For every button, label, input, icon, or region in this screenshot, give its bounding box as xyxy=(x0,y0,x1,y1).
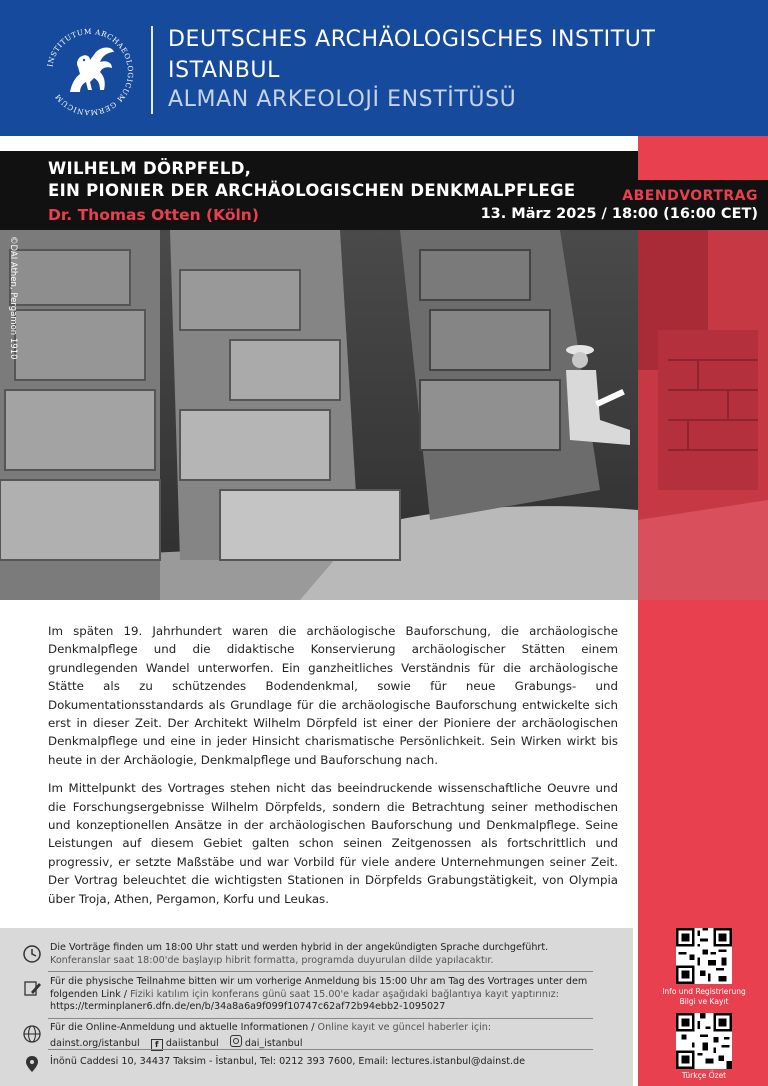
paragraph-1: Im späten 19. Jahrhundert waren die archäologische Bauforschung, die archäologische Denkmalpflege und die didaktische Konservierung archäologischer Stätten einem grundlegenden Wandel unterworfen. Ein ganzheitliches Verständnis für die archäologische Stätte als zu schützendes Bodendenkmal, sowie für neue Grabungs- und Dokumentationsstandards als Grundlage für die archäologische Bauforschung entwickelte sich erst in dieser Zeit. Der Architekt Wilhelm Dörpfeld ist einer der Pioniere der archäologischen Denkmalpflege und eine in jeder Hinsicht charismatische Persönlichkeit. Sein Wirken wirkt bis heute in der Archäologie, Denkmalpflege und Bauforschung nach. xyxy=(48,624,618,767)
pencil-icon xyxy=(22,978,42,998)
institute-city: ISTANBUL xyxy=(168,58,280,83)
address: İnönü Caddesi 10, 34437 Taksim - İstanbul, Tel: 0212 393 7600, Email: lectures.istanbul@dainst.de xyxy=(50,1056,526,1067)
facebook-icon: f xyxy=(151,1039,163,1051)
time-de: Die Vorträge finden um 18:00 Uhr statt und werden hybrid in der angekündigten Sprache durchgeführt. xyxy=(50,942,549,953)
registration-link[interactable]: https://terminplaner6.dfn.de/en/b/34a8a6a9f099f10747c62af72b94ebb2-1095027 xyxy=(50,1001,446,1012)
institute-name-de: DEUTSCHES ARCHÄOLOGISCHES INSTITUT xyxy=(168,27,656,52)
photo-credit: ©DAI Athen, Pergamon 1910 xyxy=(8,236,18,360)
lecture-title xyxy=(48,158,576,202)
location-pin-icon xyxy=(22,1054,42,1074)
svg-text:INSTITUTUM ARCHAEOLOGICUM GERM: INSTITUTUM ARCHAEOLOGICUM GERMANICUM xyxy=(45,26,136,118)
instagram-icon xyxy=(230,1035,242,1047)
body-text xyxy=(48,622,618,918)
divider xyxy=(48,1049,593,1050)
photo-red-overlay xyxy=(638,230,768,600)
qr-label-summary: Türkçe Özet xyxy=(681,1071,727,1080)
header xyxy=(0,0,768,136)
info-box xyxy=(0,928,633,1086)
event-type-label: ABENDVORTRAG xyxy=(622,188,758,204)
header-divider xyxy=(151,26,153,114)
qr-label-info: Info und Registrierung Bilgi ve Kayıt xyxy=(662,987,746,1006)
lecture-title-line2: EIN PIONIER DER ARCHÄOLOGISCHEN DENKMALPFLEGE xyxy=(48,181,576,200)
globe-icon xyxy=(22,1024,42,1044)
registration-de: Für die physische Teilnahme bitten wir um vorherige Anmeldung bis 15:00 Uhr am Tag des Vortrages unter dem folgenden Link / xyxy=(50,976,588,1000)
lecture-title-line1: WILHELM DÖRPFELD, xyxy=(48,159,252,178)
online-tr: Online kayıt ve güncel haberler için: xyxy=(317,1022,492,1033)
griffin-logo-icon xyxy=(40,22,140,122)
instagram-link[interactable]: dai_istanbul xyxy=(244,1037,303,1049)
qr-code-icon[interactable] xyxy=(676,1013,732,1069)
clock-icon xyxy=(22,944,42,964)
paragraph-2: Im Mittelpunkt des Vortrages stehen nicht das beeindruckende wissenschaftliche Oeuvre und die Forschungsergebnisse Wilhelm Dörpfelds, sondern die Betrachtung seiner methodischen und konzeptionellen Ansätze in der archäologischen Bauforschung und Denkmalpflege. Seine Leistungen auf diesem Gebiet galten schon seinen Zeitgenossen als fortschrittlich und progressiv, er setzte Maßstäbe und war Vorbild für viele andere Unternehmungen seiner Zeit. Der Vortrag beleuchtet die wichtigsten Stationen in Dörpfelds Grabungstätigkeit, von Olympia über Troja, Athen, Pergamon, Korfu und Leukas. xyxy=(48,781,618,906)
institute-name-tr: ALMAN ARKEOLOJİ ENSTİTÜSÜ xyxy=(168,87,517,112)
qr-code-icon[interactable] xyxy=(676,928,732,984)
website-link[interactable]: dainst.org/istanbul xyxy=(50,1037,140,1049)
divider xyxy=(48,971,593,972)
registration-tr: Fiziki katılım için konferans günü saat 15.00'e kadar aşağıdaki bağlantıya kayıt yaptırınız: xyxy=(130,988,559,1000)
online-de: Für die Online-Anmeldung und aktuelle Informationen / xyxy=(50,1022,315,1033)
facebook-link[interactable]: daiistanbul xyxy=(165,1037,219,1049)
divider xyxy=(48,1018,593,1019)
speaker-name: Dr. Thomas Otten (Köln) xyxy=(48,206,259,224)
time-tr: Konferanslar saat 18:00'de başlayıp hibrit formatta, programda duyurulan dilde yapılacaktır. xyxy=(50,954,494,966)
historic-photo xyxy=(0,230,638,600)
event-date: 13. März 2025 / 18:00 (16:00 CET) xyxy=(480,206,758,222)
